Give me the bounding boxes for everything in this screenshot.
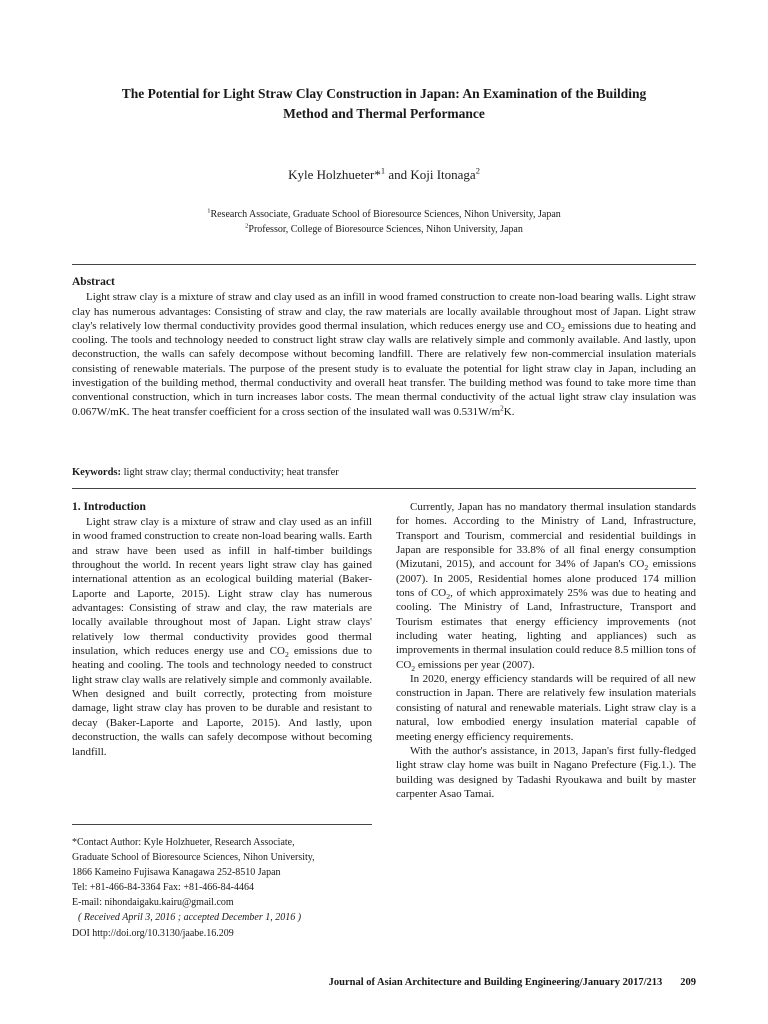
doi-link[interactable]: DOI http://doi.org/10.3130/jaabe.16.209 bbox=[72, 927, 234, 939]
left-column bbox=[72, 500, 372, 759]
author-1: Kyle Holzhueter* bbox=[288, 167, 381, 182]
intro-paragraph-2-subscript-1: 2 bbox=[644, 563, 649, 573]
intro-paragraph-2-part-4: emissions per year (2007). bbox=[415, 658, 535, 671]
intro-paragraph-2 bbox=[396, 500, 696, 672]
abstract-text bbox=[72, 290, 696, 419]
author-1-affil-mark: 1 bbox=[380, 165, 386, 176]
intro-paragraph-2-part-3: , of which approximately 25% was due to heating and cooling. The Ministry of Land, Infrastructure, Transport and Tourism estimates that energy efficiency improvements (not including water heating, lighting and appliances) such as improvements in thermal insulation could reduce 8.5 million tons of CO bbox=[396, 587, 697, 671]
abstract-divider bbox=[72, 488, 696, 489]
footnote-line: Graduate School of Bioresource Sciences, Nihon University, bbox=[72, 852, 315, 864]
author-joiner: and bbox=[385, 167, 411, 182]
intro-paragraph-3: In 2020, energy efficiency standards will be required of all new construction in Japan. There are relatively few insulation materials consisting of natural and renewable materials. Light straw clay is a natural, low embodied energy insulation material capable of meeting energy efficiency requirements. bbox=[396, 673, 696, 743]
affiliation-1 bbox=[72, 207, 696, 222]
title-line-1: The Potential for Light Straw Clay Construction in Japan: An Examination of the Building bbox=[121, 86, 647, 101]
affiliation-2 bbox=[72, 222, 696, 237]
section-heading-introduction: 1. Introduction bbox=[72, 501, 146, 513]
contact-footnote bbox=[72, 835, 382, 941]
abstract-heading: Abstract bbox=[72, 276, 115, 288]
paper-title bbox=[72, 84, 696, 124]
keywords-text: light straw clay; thermal conductivity; heat transfer bbox=[121, 467, 339, 478]
abstract-section bbox=[72, 275, 696, 419]
affiliation-1-text: Research Associate, Graduate School of Bioresource Sciences, Nihon University, Japan bbox=[210, 209, 561, 220]
intro-paragraph-2-part-1: Currently, Japan has no mandatory thermal insulation standards for homes. According to the Ministry of Land, Infrastructure, Transport and Tourism, commercial and residential buildings in Japan are responsible for 33.8% of all final energy consumption (Mizutani, 2015), and account for 34% of Japan's CO bbox=[396, 501, 696, 571]
abstract-text-part-2: emissions due to heating and cooling. The tools and technology needed to construct light straw clay walls are relatively simple and commonly available. And lastly, upon deconstruction, the walls can safely decompose without becoming landfill. There are relatively few non-commercial insulation materials consisting of renewable materials. The purpose of the present study is to evaluate the potential for light straw clay in Japan, including an investigation of the building method, thermal conductivity and overall heat transfer. The building method was found to take more time than conventional construction, which in turn increases labor costs. The mean thermal conductivity of the actual light straw clay insulation was 0.067W/mK. The heat transfer coefficient for a cross section of the insulated wall was 0.531W/m bbox=[72, 319, 696, 418]
intro-paragraph-1-part-2: emissions due to heating and cooling. The tools and technology needed to construct light straw clay walls are relatively simple and commonly available. When designed and built correctly, protecting from moisture damage, light straw clay has proven to be durable and resistant to decay (Baker-Laporte and Laporte, 2015). And lastly, upon deconstruction, the walls can safely decompose without becoming landfill. bbox=[72, 645, 372, 758]
intro-paragraph-2-part-2: emissions (2007). In 2005, Residential homes alone produced 174 million tons of CO bbox=[396, 558, 696, 600]
affiliation-2-text: Professor, College of Bioresource Sciences, Nihon University, Japan bbox=[248, 224, 523, 235]
journal-citation: Journal of Asian Architecture and Building Engineering/January 2017/213 bbox=[328, 977, 663, 988]
abstract-text-part-3: K. bbox=[503, 405, 515, 418]
intro-paragraph-1 bbox=[72, 515, 372, 759]
author-2: Koji Itonaga bbox=[410, 167, 476, 182]
affiliations bbox=[72, 207, 696, 237]
intro-paragraph-1-part-1: Light straw clay is a mixture of straw and clay used as an infill in wood framed construction to create non-load bearing walls. Earth and straw have been used as infill in half-timber buildings throughout the world. In recent years light straw clay has gained international attention as an ecological building material (Baker-Laporte and Laporte, 2015). Light straw clay has numerous advantages: Consisting of straw and clay, the raw materials are locally available throughout most of Japan. Light straw clays' relatively low thermal conductivity provides good thermal insulation, which reduces energy use and CO bbox=[72, 516, 372, 658]
footnote-divider bbox=[72, 824, 372, 825]
author-list bbox=[72, 166, 696, 184]
received-dates: ( Received April 3, 2016 ; accepted December 1, 2016 ) bbox=[78, 912, 302, 924]
intro-paragraph-2-subscript-2: 2 bbox=[446, 592, 451, 602]
intro-paragraph-2-subscript-3: 2 bbox=[411, 663, 416, 673]
footnote-line: 1866 Kameino Fujisawa Kanagawa 252-8510 Japan bbox=[72, 867, 281, 879]
affiliation-1-mark: 1 bbox=[207, 207, 211, 215]
title-line-2: Method and Thermal Performance bbox=[283, 106, 485, 121]
footnote-line: Tel: +81-466-84-3364 Fax: +81-466-84-4464 bbox=[72, 882, 254, 894]
affiliation-2-mark: 2 bbox=[245, 222, 249, 230]
abstract-superscript: 2 bbox=[500, 404, 504, 413]
footnote-line: *Contact Author: Kyle Holzhueter, Research Associate, bbox=[72, 837, 295, 848]
footnote-email: E-mail: nihondaigaku.kairu@gmail.com bbox=[72, 897, 234, 909]
abstract-subscript: 2 bbox=[561, 325, 565, 335]
page-footer bbox=[72, 977, 696, 988]
keywords-label: Keywords: bbox=[72, 467, 121, 478]
keywords bbox=[72, 466, 696, 480]
author-2-affil-mark: 2 bbox=[475, 165, 480, 176]
intro-paragraph-4: With the author's assistance, in 2013, Japan's first fully-fledged light straw clay home was built in Nagano Prefecture (Fig.1.). The building was designed by Tadashi Ryoukawa and built by master carpenter Asao Tamai. bbox=[396, 744, 696, 800]
page-number: 209 bbox=[680, 977, 696, 988]
abstract-text-part-1: Light straw clay is a mixture of straw and clay used as an infill in wood framed construction to create non-load bearing walls. Light straw clay has numerous advantages: Consisting of straw and clay, the raw materials are locally available throughout most of Japan. Light straw clay's relatively low thermal conductivity provides good thermal insulation, which reduces energy use and CO bbox=[72, 291, 696, 332]
right-column bbox=[396, 500, 696, 801]
header-divider bbox=[72, 264, 696, 265]
intro-paragraph-1-subscript: 2 bbox=[284, 650, 289, 660]
